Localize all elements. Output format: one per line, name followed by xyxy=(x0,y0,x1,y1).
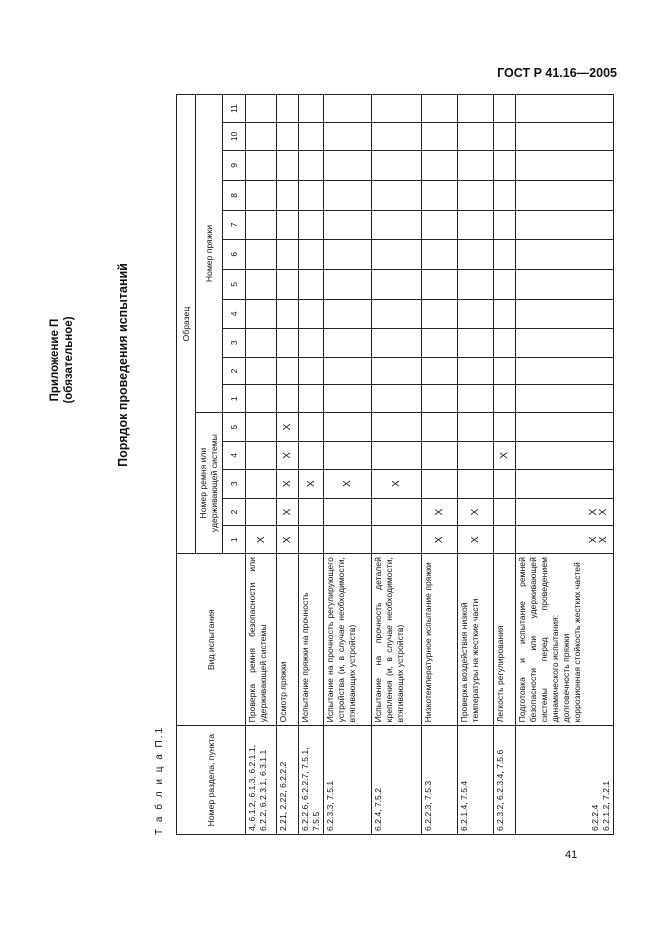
table-row xyxy=(299,95,324,835)
clause-cell: 4, 6.1.2, 6.1.3, 6.2.1.1, 6.2.2, 6.2.3.1, 6.3.1.1 xyxy=(246,726,277,835)
test-line: долговечность пряжки xyxy=(561,633,571,723)
belt-mark xyxy=(458,442,494,470)
belt-mark: X X xyxy=(516,526,614,554)
clause-line: 6.2.2.4 xyxy=(590,804,600,831)
belt-mark xyxy=(299,498,324,526)
appendix-status: (обязательное) xyxy=(63,316,75,404)
test-cell: Проверка воздействия низкой температуры на жесткие части xyxy=(458,554,494,726)
appendix-block xyxy=(48,300,76,420)
belt-mark xyxy=(422,469,458,498)
belt-mark: X xyxy=(277,469,299,498)
belt-mark: X xyxy=(458,526,494,554)
header-buckle: Номер пряжки xyxy=(196,95,223,413)
belt-mark xyxy=(458,413,494,442)
buckle-number: 3 xyxy=(223,328,246,357)
belt-mark xyxy=(299,442,324,470)
test-cell: Низкотемпературное испытание пряжки xyxy=(422,554,458,726)
belt-number: 5 xyxy=(223,413,246,442)
rotated-content xyxy=(48,55,611,835)
test-cell: Испытание на прочность деталей крепления (и, в случае необходимости, втягивающих устройств) xyxy=(372,554,422,726)
belt-mark: X xyxy=(324,469,372,498)
belt-mark xyxy=(299,413,324,442)
belt-mark xyxy=(516,442,614,470)
belt-mark xyxy=(372,413,422,442)
belt-mark xyxy=(299,526,324,554)
table-row xyxy=(324,95,372,835)
clause-cell: 2.21, 2.22, 6.2.2.2 xyxy=(277,726,299,835)
belt-mark: X xyxy=(458,498,494,526)
table-row xyxy=(372,95,422,835)
belt-mark xyxy=(494,469,516,498)
belt-mark xyxy=(372,498,422,526)
buckle-number: 7 xyxy=(223,210,246,239)
belt-mark: X xyxy=(494,442,516,470)
header-clause: Номер раздела, пункта xyxy=(177,726,246,835)
belt-mark xyxy=(246,442,277,470)
test-intro: Подготовка и испытание ремней безопасности или удерживающей системы перед проведением динамического испытания: xyxy=(517,557,560,723)
belt-mark xyxy=(372,442,422,470)
table-row xyxy=(516,95,614,835)
belt-mark xyxy=(422,442,458,470)
belt-mark: X xyxy=(299,469,324,498)
belt-mark xyxy=(324,498,372,526)
belt-number: 4 xyxy=(223,442,246,470)
table-row xyxy=(277,95,299,835)
appendix-title: Приложение П xyxy=(49,318,61,402)
buckle-number: 10 xyxy=(223,123,246,151)
table-row xyxy=(246,95,277,835)
belt-mark xyxy=(494,526,516,554)
belt-mark xyxy=(494,498,516,526)
belt-mark xyxy=(246,469,277,498)
test-order-table xyxy=(176,94,614,835)
belt-mark: X X xyxy=(516,498,614,526)
test-cell: Испытание на прочность регулирующего устройства (и, в случае необходимости, втягивающих устройств) xyxy=(324,554,372,726)
belt-number: 1 xyxy=(223,526,246,554)
belt-mark xyxy=(516,469,614,498)
header-belt: Номер ремня или удерживающей системы xyxy=(196,413,223,554)
buckle-number: 5 xyxy=(223,269,246,299)
header-test: Вид испытания xyxy=(177,554,246,726)
belt-mark: X xyxy=(277,526,299,554)
belt-number: 2 xyxy=(223,498,246,526)
table-row xyxy=(422,95,458,835)
belt-mark: X xyxy=(277,413,299,442)
buckle-number: 2 xyxy=(223,357,246,385)
belt-mark: X xyxy=(372,469,422,498)
table-row xyxy=(458,95,494,835)
clause-cell: 6.2.2.3, 7.5.3 xyxy=(422,726,458,835)
buckle-number: 9 xyxy=(223,150,246,180)
belt-mark xyxy=(324,442,372,470)
belt-mark: X xyxy=(422,498,458,526)
clause-cell: 6.2.3.3, 7.5.1 xyxy=(324,726,372,835)
clause-cell: 6.2.3.2, 6.2.3.4, 7.5.6 xyxy=(494,726,516,835)
test-cell: Испытание пряжки на прочность xyxy=(299,554,324,726)
test-cell xyxy=(516,554,614,726)
belt-mark xyxy=(516,413,614,442)
clause-cell: 6.2.4, 7.5.2 xyxy=(372,726,422,835)
belt-mark xyxy=(246,498,277,526)
belt-mark xyxy=(422,413,458,442)
belt-mark: X xyxy=(422,526,458,554)
belt-mark xyxy=(324,526,372,554)
belt-mark xyxy=(372,526,422,554)
belt-mark: X xyxy=(277,498,299,526)
test-cell: Легкость регулирования xyxy=(494,554,516,726)
page-heading: Порядок проведения испытаний xyxy=(116,263,130,467)
clause-cell: 6.2.2.6, 6.2.2.7, 7.5.1, 7.5.5 xyxy=(299,726,324,835)
clause-cell: 6.2.1.4, 7.5.4 xyxy=(458,726,494,835)
table-label: Т а б л и ц а П.1 xyxy=(154,725,165,835)
clause-line: 6.2.1.2, 7.2.1 xyxy=(601,780,611,831)
clause-cell xyxy=(516,726,614,835)
belt-mark xyxy=(494,413,516,442)
test-line: коррозионная стойкость жестких частей xyxy=(572,562,582,723)
belt-number: 3 xyxy=(223,469,246,498)
test-cell: Проверка ремня безопасности или удерживающей системы xyxy=(246,554,277,726)
belt-mark xyxy=(246,413,277,442)
belt-mark xyxy=(458,469,494,498)
standard-number: ГОСТ Р 41.16—2005 xyxy=(497,66,617,80)
buckle-number: 6 xyxy=(223,239,246,269)
buckle-number: 4 xyxy=(223,299,246,328)
page-number: 41 xyxy=(565,849,578,861)
belt-mark: X xyxy=(246,526,277,554)
buckle-number: 11 xyxy=(223,95,246,123)
buckle-number: 8 xyxy=(223,180,246,210)
header-sample: Образец xyxy=(177,95,196,554)
belt-mark xyxy=(324,413,372,442)
test-cell: Осмотр пряжки xyxy=(277,554,299,726)
table-row xyxy=(494,95,516,835)
buckle-number: 1 xyxy=(223,385,246,413)
belt-mark: X xyxy=(277,442,299,470)
